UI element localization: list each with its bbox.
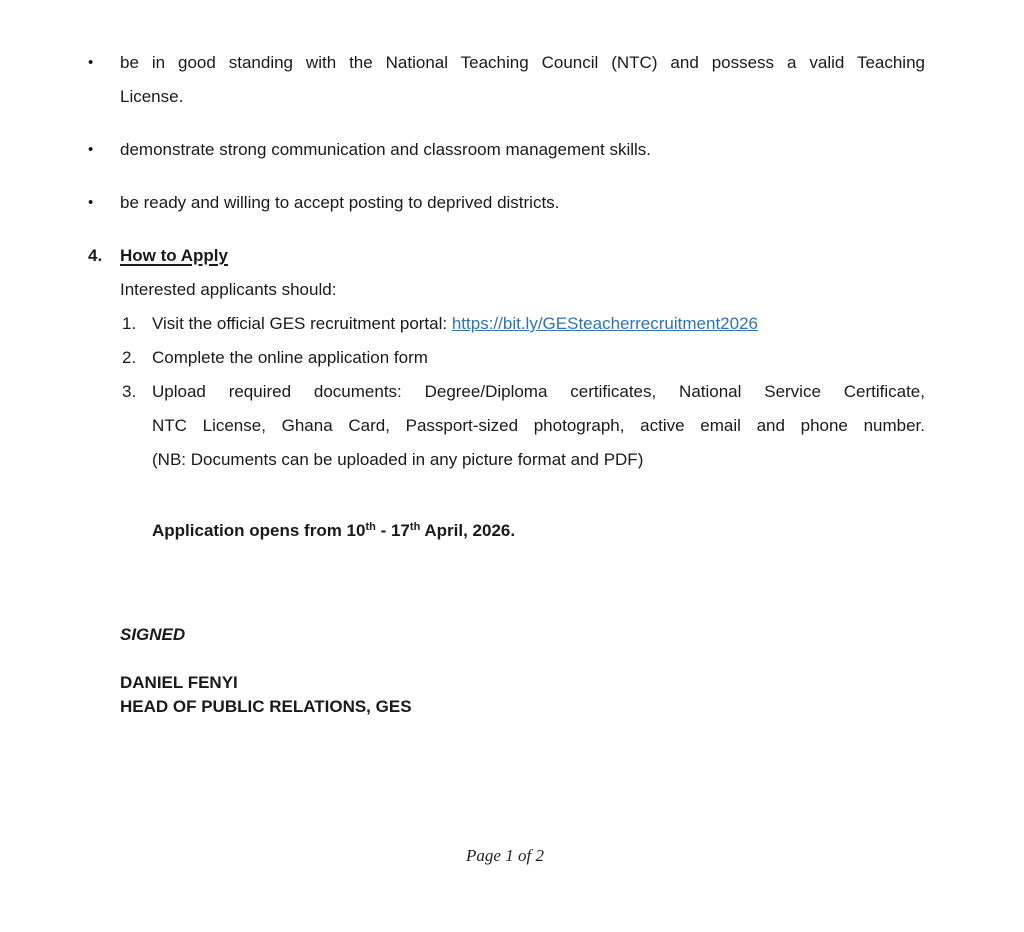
application-dates [88, 514, 925, 548]
numbered-item [88, 341, 925, 375]
item-number: 3. [122, 382, 137, 401]
bullet-item [88, 133, 925, 167]
signatory-name: DANIEL FENYI [120, 673, 238, 692]
page-number: Page 1 of 2 [466, 846, 544, 865]
item-text [152, 375, 925, 477]
application-dates-text: Application opens from 10 [152, 521, 366, 540]
text-line: License. [120, 87, 184, 106]
bullet-icon: • [88, 194, 94, 211]
ordinal-suffix: th [409, 521, 421, 533]
bullet-item [88, 186, 925, 220]
item-text [152, 307, 925, 341]
application-dates-text: - 17 [375, 521, 410, 540]
item-text: Complete the online application form [152, 348, 428, 367]
numbered-item [88, 307, 925, 341]
text-line: Upload required documents: Degree/Diploma certificates, National Service Certificate, [152, 382, 925, 401]
bullet-icon: • [88, 141, 94, 158]
recruitment-portal-link[interactable]: https://bit.ly/GESteacherrecruitment2026 [451, 314, 758, 333]
bullet-item [88, 46, 925, 114]
text-line: be ready and willing to accept posting to deprived districts. [120, 193, 560, 212]
text-line: be in good standing with the National Teaching Council (NTC) and possess a valid Teaching [120, 53, 925, 72]
ordinal-suffix: th [365, 521, 376, 533]
signatory-title: HEAD OF PUBLIC RELATIONS, GES [120, 697, 412, 716]
signed-label: SIGNED [120, 625, 186, 644]
list-intro: Interested applicants should: [120, 280, 337, 299]
section-heading [88, 239, 925, 273]
signature-block [88, 671, 925, 719]
text-line: (NB: Documents can be uploaded in any picture format and PDF) [152, 450, 644, 469]
bullet-text [120, 186, 925, 220]
section-number: 4. [88, 246, 103, 265]
bullet-icon: • [88, 54, 94, 71]
text-line: NTC License, Ghana Card, Passport-sized photograph, active email and phone number. [152, 416, 925, 435]
item-number: 1. [122, 314, 137, 333]
application-dates-text: April, 2026. [420, 521, 516, 540]
portal-label: Visit the official GES recruitment portal: [152, 314, 452, 333]
numbered-item [88, 375, 925, 477]
section-title: How to Apply [120, 246, 228, 265]
bullet-text [120, 46, 925, 114]
item-number: 2. [122, 348, 137, 367]
bullet-text [120, 133, 925, 167]
text-line: demonstrate strong communication and classroom management skills. [120, 140, 652, 159]
